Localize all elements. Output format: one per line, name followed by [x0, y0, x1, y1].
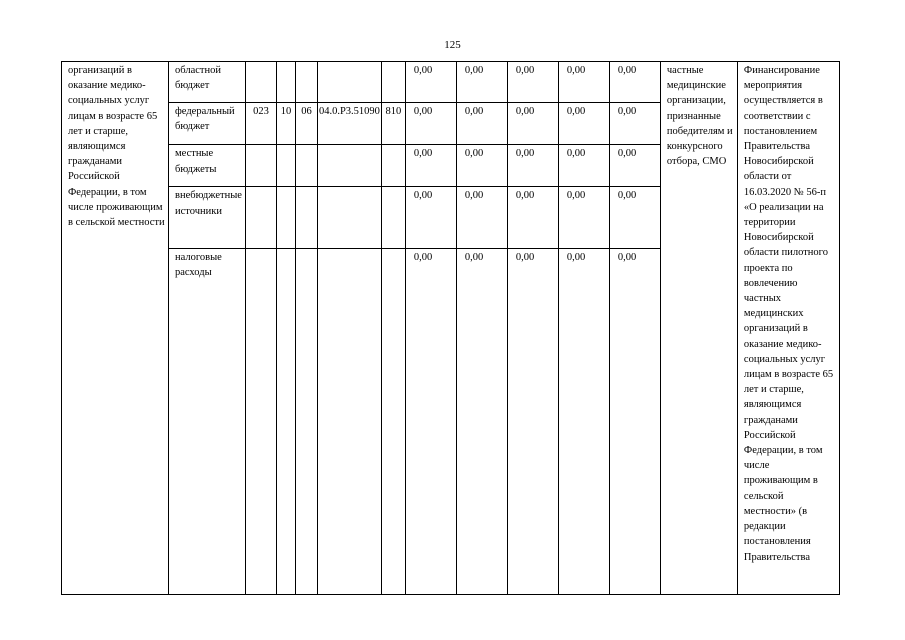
- grbs-code: 023: [245, 103, 276, 145]
- pr-code: [295, 187, 317, 248]
- rz-code: [276, 145, 295, 187]
- grbs-code: [245, 62, 276, 103]
- pr-code: [295, 62, 317, 103]
- vr-code: [381, 248, 405, 594]
- value-year-1: 0,00: [405, 248, 456, 594]
- funding-source: федеральный бюджет: [169, 103, 246, 145]
- funding-source: внебюджетные источники: [169, 187, 246, 248]
- value-year-3: 0,00: [507, 145, 558, 187]
- grbs-code: [245, 248, 276, 594]
- page-number: 125: [444, 39, 461, 51]
- vr-code: 810: [381, 103, 405, 145]
- rz-code: [276, 187, 295, 248]
- value-year-5: 0,00: [609, 62, 660, 103]
- value-year-4: 0,00: [558, 248, 609, 594]
- grbs-code: [245, 145, 276, 187]
- csr-code: [317, 248, 381, 594]
- value-year-4: 0,00: [558, 187, 609, 248]
- vr-code: [381, 62, 405, 103]
- value-year-3: 0,00: [507, 103, 558, 145]
- csr-code: [317, 62, 381, 103]
- pr-code: [295, 145, 317, 187]
- pr-code: 06: [295, 103, 317, 145]
- csr-code: [317, 187, 381, 248]
- value-year-4: 0,00: [558, 103, 609, 145]
- value-year-3: 0,00: [507, 248, 558, 594]
- value-year-5: 0,00: [609, 187, 660, 248]
- rz-code: [276, 62, 295, 103]
- funding-source: областной бюджет: [169, 62, 246, 103]
- value-year-5: 0,00: [609, 248, 660, 594]
- pr-code: [295, 248, 317, 594]
- value-year-1: 0,00: [405, 103, 456, 145]
- value-year-2: 0,00: [456, 62, 507, 103]
- value-year-4: 0,00: [558, 145, 609, 187]
- value-year-1: 0,00: [405, 62, 456, 103]
- funding-source: местные бюджеты: [169, 145, 246, 187]
- value-year-4: 0,00: [558, 62, 609, 103]
- vr-code: [381, 187, 405, 248]
- rz-code: 10: [276, 103, 295, 145]
- program-table: [61, 61, 840, 595]
- grbs-code: [245, 187, 276, 248]
- csr-code: [317, 145, 381, 187]
- funding-source: налоговые расходы: [169, 248, 246, 594]
- rz-code: [276, 248, 295, 594]
- value-year-2: 0,00: [456, 248, 507, 594]
- event-description-cell: организаций в оказание медико-социальных услуг лицам в возрасте 65 лет и старше, являющимся гражданами Российской Федерации, в том числе проживающим в сельской местности: [62, 62, 169, 595]
- vr-code: [381, 145, 405, 187]
- value-year-2: 0,00: [456, 145, 507, 187]
- executor-cell: частные медицинские организации, признанные победителям и конкурсного отбора, СМО: [660, 62, 737, 595]
- value-year-2: 0,00: [456, 103, 507, 145]
- value-year-2: 0,00: [456, 187, 507, 248]
- value-year-3: 0,00: [507, 62, 558, 103]
- value-year-5: 0,00: [609, 145, 660, 187]
- csr-code: 04.0.P3.51090: [317, 103, 381, 145]
- value-year-5: 0,00: [609, 103, 660, 145]
- result-cell: Финансирование мероприятия осуществляется в соответствии с постановлением Правительства Новосибирской области от 16.03.2020 № 56-п «О реализации на территории Новосибирской области пилотного проекта по вовлечению частных медицинских организаций в оказание медико-социальных услуг лицам в возрасте 65 лет и старше, являющимся гражданами Российской Федерации, в том числе проживающим в сельской местности» (в редакции постановления Правительства: [737, 62, 839, 595]
- value-year-1: 0,00: [405, 187, 456, 248]
- value-year-1: 0,00: [405, 145, 456, 187]
- value-year-3: 0,00: [507, 187, 558, 248]
